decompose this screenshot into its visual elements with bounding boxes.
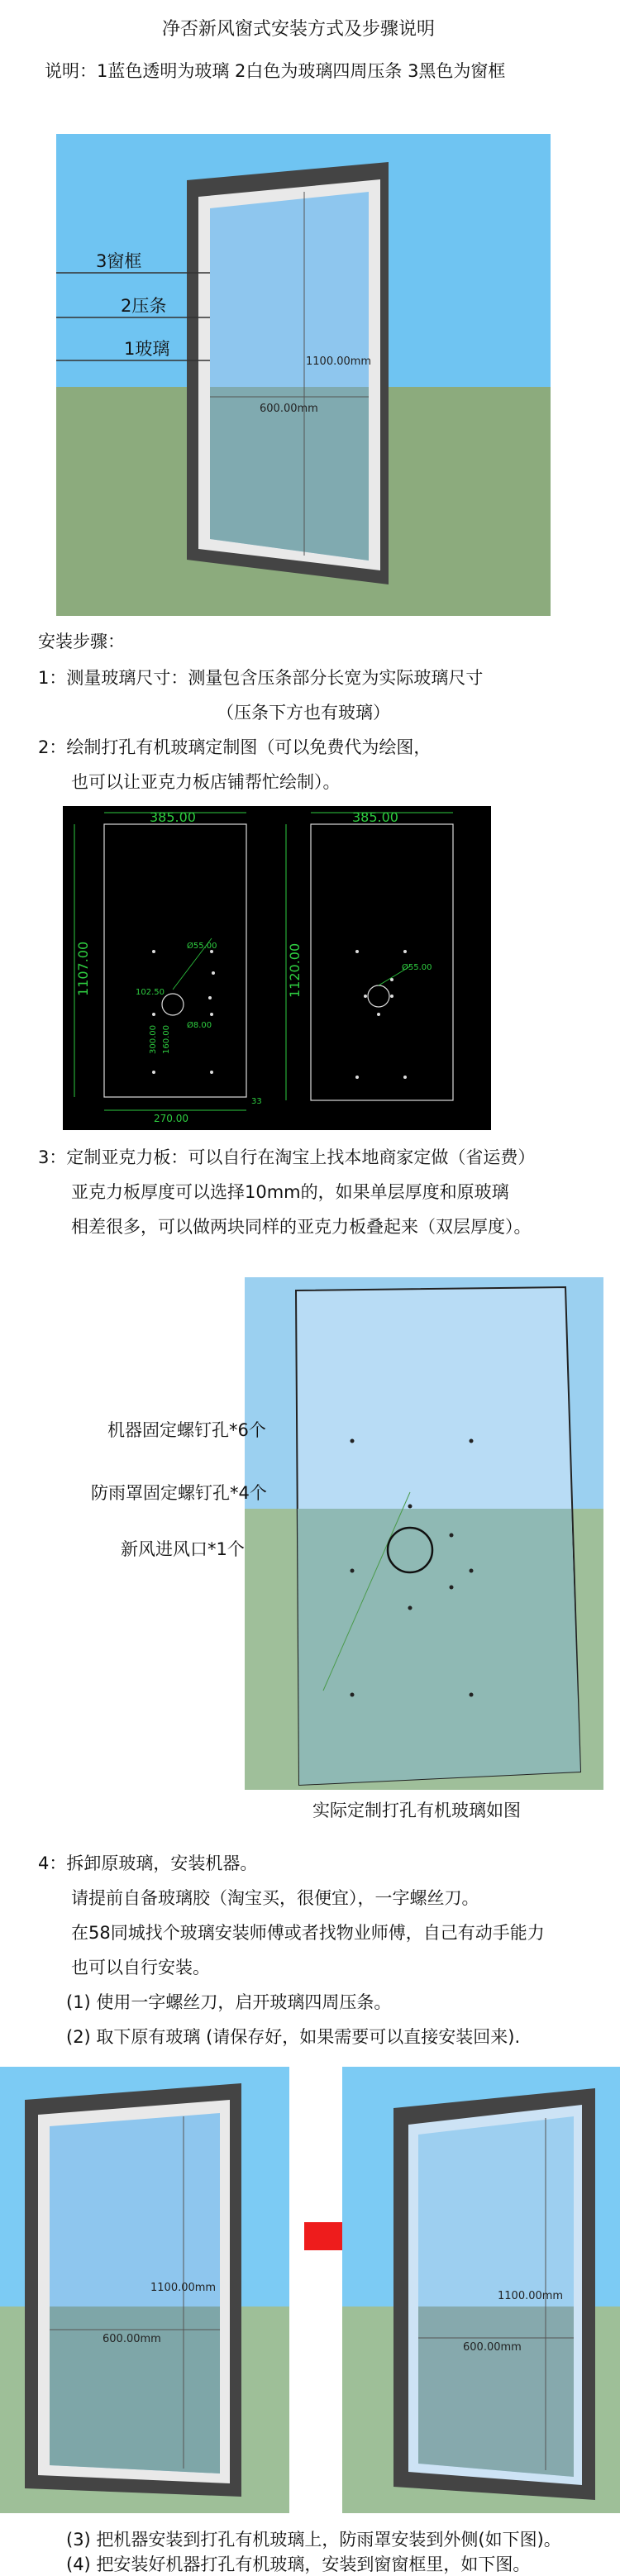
cad-left-dim-b: Ø8.00 — [187, 1021, 212, 1030]
step4-line1: 4：拆卸原玻璃，安装机器。 — [38, 1853, 258, 1873]
cad-left-bottom: 270.00 — [154, 1113, 188, 1124]
screw-hole — [470, 1439, 474, 1443]
screw-hole — [470, 1569, 474, 1573]
step4-sub2: (2) 取下原有玻璃 (请保存好，如果需要可以直接安装回来). — [66, 2027, 521, 2047]
screw-hole — [351, 1439, 355, 1443]
cad-right-dot — [355, 1076, 359, 1079]
window-render-after — [342, 2067, 620, 2513]
dim-height: 1100.00mm — [306, 355, 372, 368]
cad-left-width: 385.00 — [150, 809, 196, 825]
dim-height: 1100.00mm — [498, 2290, 564, 2302]
dim-height: 1100.00mm — [150, 2282, 217, 2294]
acrylic-panel-lower — [298, 1509, 580, 1785]
glass-pane-lower — [418, 2306, 574, 2477]
cad-right-width: 385.00 — [352, 809, 398, 825]
cad-left-dot — [210, 1013, 213, 1016]
dim-width: 600.00mm — [463, 2341, 522, 2354]
cad-left-dot — [152, 1071, 155, 1074]
window-render-figure-1 — [56, 134, 551, 616]
step4-sub3: (3) 把机器安装到打孔有机玻璃上，防雨罩安装到外侧(如下图)。 — [66, 2530, 561, 2550]
cad-left-dim-a: 102.50 — [136, 988, 165, 997]
screw-hole — [351, 1693, 355, 1697]
cad-drawing — [63, 806, 491, 1130]
step4-sub1: (1) 使用一字螺丝刀，启开玻璃四周压条。 — [66, 1992, 392, 2012]
cad-right-hole-label: Ø55.00 — [402, 963, 432, 972]
cad-left-panel — [104, 824, 246, 1097]
step4-line4: 也可以自行安装。 — [71, 1958, 210, 1977]
screw-hole — [351, 1569, 355, 1573]
label-inlet: 新风进风口*1个 — [121, 1539, 245, 1559]
cad-left-dim-c: 160.00 — [162, 1025, 171, 1054]
figure3-caption: 实际定制打孔有机玻璃如图 — [312, 1801, 521, 1820]
label-screw6: 机器固定螺钉孔*6个 — [107, 1420, 266, 1440]
acrylic-panel-figure — [245, 1277, 603, 1790]
cad-left-height: 1107.00 — [75, 941, 91, 996]
cad-left-dot — [212, 971, 215, 975]
cad-right-dot — [403, 950, 407, 953]
cad-right-height: 1120.00 — [287, 942, 303, 998]
cad-left-hole-label: Ø55.00 — [187, 942, 217, 951]
cad-right-dot — [403, 1076, 407, 1079]
cad-right-dot — [355, 950, 359, 953]
step3-line2: 亚克力板厚度可以选择10mm的，如果单层厚度和原玻璃 — [71, 1182, 509, 1202]
cad-left-dim-e: 33 — [251, 1097, 262, 1106]
screw-hole — [470, 1693, 474, 1697]
step4-sub4: (4) 把安装好机器打孔有机玻璃，安装到窗窗框里，如下图。 — [66, 2555, 531, 2574]
step3-line3: 相差很多，可以做两块同样的亚克力板叠起来（双层厚度）。 — [71, 1217, 532, 1237]
label-strip: 2压条 — [121, 296, 167, 316]
step1-line2: （压条下方也有玻璃） — [217, 703, 390, 723]
step2-line1: 2：绘制打孔有机玻璃定制图（可以免费代为绘图， — [38, 737, 432, 757]
cad-left-dot — [152, 1013, 155, 1016]
cad-left-dot — [152, 950, 155, 953]
label-frame: 3窗框 — [96, 251, 142, 271]
rain-cover-hole — [408, 1606, 413, 1610]
window-before-svg — [0, 2067, 289, 2513]
cad-right-dot — [390, 995, 393, 998]
rain-cover-hole — [450, 1534, 454, 1538]
window-render-1-svg — [56, 134, 551, 616]
glass-pane-lower — [50, 2306, 220, 2473]
rain-cover-hole — [450, 1586, 454, 1590]
step2-line2: 也可以让亚克力板店铺帮忙绘制）。 — [71, 772, 341, 792]
cad-left-dot — [210, 1071, 213, 1074]
label-screw4: 防雨罩固定螺钉孔*4个 — [91, 1483, 267, 1503]
dim-width: 600.00mm — [103, 2333, 161, 2345]
cad-left-dot — [208, 996, 212, 999]
dim-width: 600.00mm — [260, 403, 318, 415]
step1-line1: 1：测量玻璃尺寸：测量包含压条部分长宽为实际玻璃尺寸 — [38, 668, 484, 688]
step4-line3: 在58同城找个玻璃安装师傅或者找物业师傅，自己有动手能力 — [71, 1923, 545, 1943]
cad-right-dot — [377, 1013, 380, 1016]
cad-right-panel — [311, 824, 453, 1100]
cad-right-dot — [364, 995, 367, 998]
step3-line1: 3：定制亚克力板：可以自行在淘宝上找本地商家定做（省运费） — [38, 1147, 536, 1167]
cad-right-hole — [368, 985, 389, 1007]
cad-left-dim-d: 300.00 — [149, 1025, 158, 1054]
cad-drawing-svg — [63, 806, 491, 1130]
rain-cover-hole — [408, 1505, 413, 1509]
acrylic-panel-svg — [245, 1277, 603, 1790]
cad-left-hole — [162, 994, 184, 1015]
page-title: 净否新风窗式安装方式及步骤说明 — [162, 19, 436, 40]
window-after-svg — [342, 2067, 620, 2513]
window-render-before — [0, 2067, 289, 2513]
label-glass: 1玻璃 — [124, 339, 170, 359]
step4-line2: 请提前自备玻璃胶（淘宝买，很便宜），一字螺丝刀。 — [71, 1888, 479, 1908]
steps-heading: 安装步骤： — [38, 632, 125, 651]
legend-text: 说明：1蓝色透明为玻璃 2白色为玻璃四周压条 3黑色为窗框 — [45, 61, 506, 81]
